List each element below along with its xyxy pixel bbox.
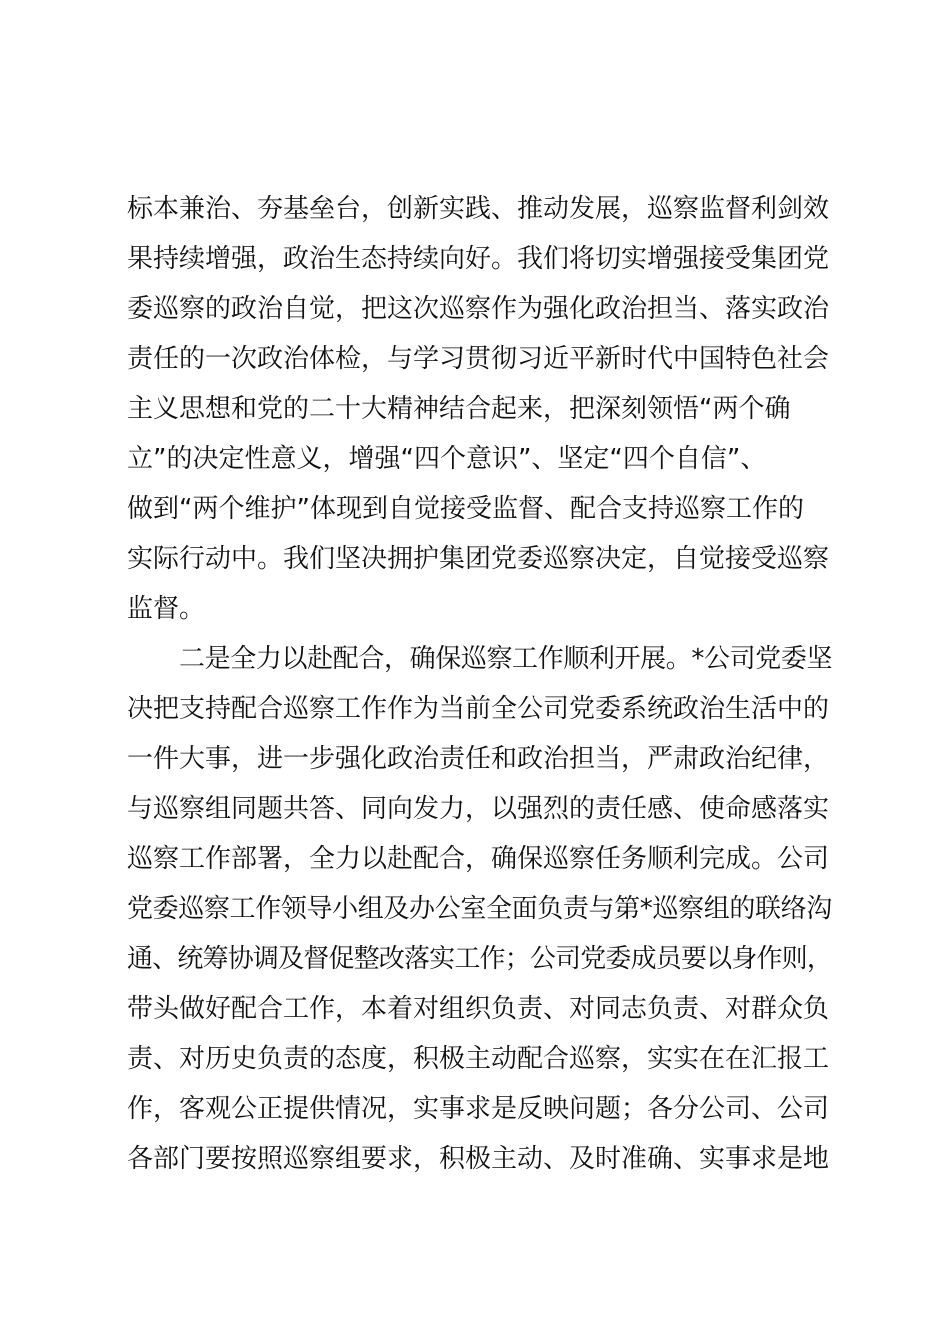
text-line: 巡察工作部署，全力以赴配合，确保巡察任务顺利完成。公司 xyxy=(127,844,830,874)
text-line: 实际行动中。我们坚决拥护集团党委巡察决定，自觉接受巡察 xyxy=(127,544,830,574)
text-line: 立”的决定性意义，增强“四个意识”、坚定“四个自信”、 xyxy=(127,444,767,474)
text-line: 各部门要按照巡察组要求，积极主动、及时准确、实事求是地 xyxy=(127,1144,830,1174)
text-line: 监督。 xyxy=(127,594,206,624)
text-line: 带头做好配合工作，本着对组织负责、对同志负责、对群众负 xyxy=(127,994,830,1024)
text-line: 作，客观公正提供情况，实事求是反映问题；各分公司、公司 xyxy=(127,1094,830,1124)
text-line: 果持续增强，政治生态持续向好。我们将切实增强接受集团党 xyxy=(127,244,830,274)
text-line: 与巡察组同题共答、同向发力，以强烈的责任感、使命感落实 xyxy=(127,794,830,824)
text-line: 党委巡察工作领导小组及办公室全面负责与第*巡察组的联络沟 xyxy=(127,894,832,924)
text-line: 委巡察的政治自觉，把这次巡察作为强化政治担当、落实政治 xyxy=(127,294,830,324)
text-line: 责、对历史负责的态度，积极主动配合巡察，实实在在汇报工 xyxy=(127,1044,830,1074)
text-line: 做到“两个维护”体现到自觉接受监督、配合支持巡察工作的 xyxy=(127,494,804,524)
text-line: 一件大事，进一步强化政治责任和政治担当，严肃政治纪律， xyxy=(127,744,830,774)
text-line: 责任的一次政治体检，与学习贯彻习近平新时代中国特色社会 xyxy=(127,344,830,374)
text-line: 决把支持配合巡察工作作为当前全公司党委系统政治生活中的 xyxy=(127,694,830,724)
text-line: 标本兼治、夯基垒台，创新实践、推动发展，巡察监督利剑效 xyxy=(127,194,830,224)
paragraph-first-line: 二是全力以赴配合，确保巡察工作顺利开展。*公司党委坚 xyxy=(179,644,833,674)
text-line: 主义思想和党的二十大精神结合起来，把深刻领悟“两个确 xyxy=(127,394,791,424)
text-line: 通、统筹协调及督促整改落实工作；公司党委成员要以身作则， xyxy=(127,944,833,974)
